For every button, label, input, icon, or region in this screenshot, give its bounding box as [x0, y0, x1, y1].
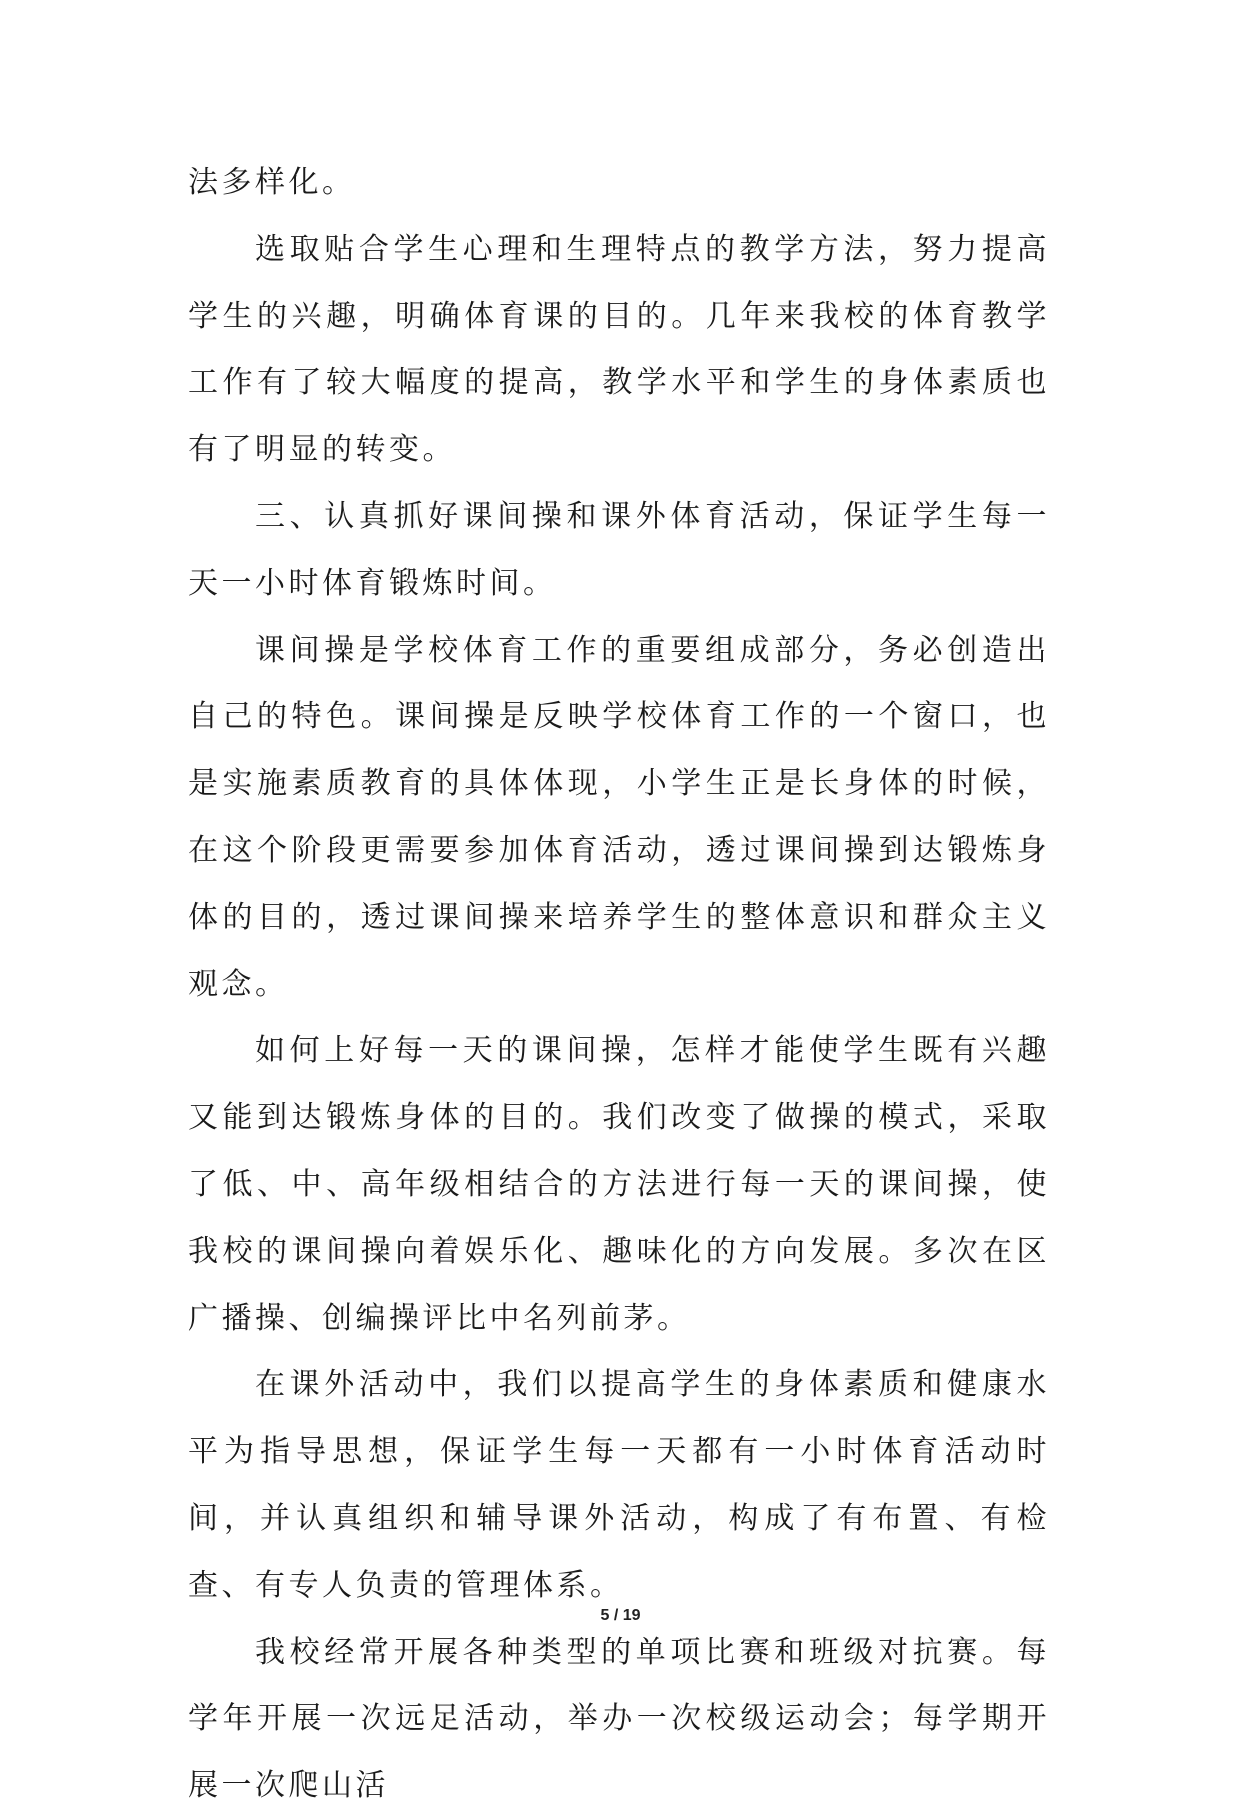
- paragraph-3-heading: 三、认真抓好课间操和课外体育活动，保证学生每一天一小时体育锻炼时间。: [188, 498, 1050, 601]
- page-number: 5 / 19: [600, 1607, 641, 1624]
- document-body: [188, 150, 1050, 1820]
- paragraph-4: 课间操是学校体育工作的重要组成部分，务必创造出自己的特色。课间操是反映学校体育工作的一个窗口，也是实施素质教育的具体体现，小学生正是长身体的时候，在这个阶段更需要参加体育活动，透过课间操到达锻炼身体的目的，透过课间操来培养学生的整体意识和群众主义观念。: [188, 632, 1050, 1002]
- paragraph-5: 如何上好每一天的课间操，怎样才能使学生既有兴趣又能到达锻炼身体的目的。我们改变了做操的模式，采取了低、中、高年级相结合的方法进行每一天的课间操，使我校的课间操向着娱乐化、趣味化的方向发展。多次在区广播操、创编操评比中名列前茅。: [188, 1033, 1050, 1336]
- paragraph-2: 选取贴合学生心理和生理特点的教学方法，努力提高学生的兴趣，明确体育课的目的。几年来我校的体育教学工作有了较大幅度的提高，教学水平和学生的身体素质也有了明显的转变。: [188, 231, 1050, 468]
- paragraph-6: 在课外活动中，我们以提高学生的身体素质和健康水平为指导思想，保证学生每一天都有一小时体育活动时间，并认真组织和辅导课外活动，构成了有布置、有检查、有专人负责的管理体系。: [188, 1367, 1050, 1603]
- paragraph-1: 法多样化。: [188, 165, 356, 200]
- paragraph-7: 我校经常开展各种类型的单项比赛和班级对抗赛。每学年开展一次远足活动，举办一次校级运动会；每学期开展一次爬山活: [188, 1634, 1050, 1804]
